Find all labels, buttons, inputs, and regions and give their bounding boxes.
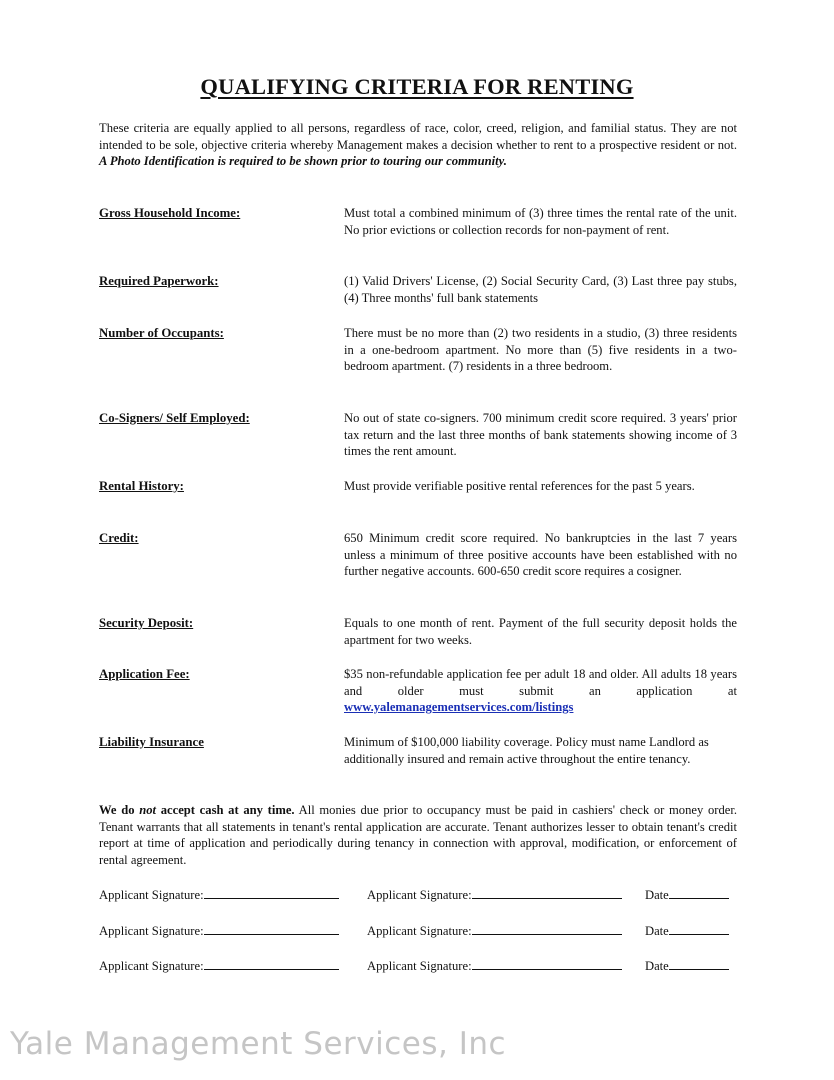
listings-link[interactable]: www.yalemanagementservices.com/listings — [344, 700, 574, 715]
intro-text: These criteria are equally applied to all persons, regardless of race, color, creed, religion, and familial status. They are not intended to be sole, objective criteria whereby Management makes a decision whether to rent to a prospective resident or not. — [99, 121, 737, 152]
notice-bold-prefix: We do — [99, 803, 140, 817]
signature-row — [99, 922, 739, 940]
intro-emphasis: A Photo Identification is required to be shown prior to touring our community. — [99, 154, 507, 169]
applicant-signature-field[interactable] — [99, 886, 339, 903]
date-field[interactable] — [645, 922, 729, 939]
date-label: Date — [645, 959, 669, 973]
applicant-signature-field[interactable] — [367, 922, 622, 939]
criteria-value: Must provide verifiable positive rental references for the past 5 years. — [344, 479, 695, 493]
applicant-signature-label: Applicant Signature: — [99, 888, 204, 902]
criteria-label: Required Paperwork: — [99, 274, 219, 288]
criteria-label: Number of Occupants: — [99, 326, 224, 340]
criteria-value: (1) Valid Drivers' License, (2) Social Security Card, (3) Last three pay stubs, (4) Three months' full bank statements — [344, 274, 737, 305]
applicant-signature-label: Applicant Signature: — [99, 924, 204, 938]
criteria-label: Co-Signers/ Self Employed: — [99, 411, 250, 425]
applicant-signature-label: Applicant Signature: — [367, 924, 472, 938]
criteria-value: There must be no more than (2) two residents in a studio, (3) three residents in a one-bedroom apartment. No more than (5) five residents in a two-bedroom apartment. (7) residents in a three bedroom. — [344, 326, 737, 374]
criteria-label: Security Deposit: — [99, 616, 194, 630]
applicant-signature-field[interactable] — [367, 886, 622, 903]
applicant-signature-label: Applicant Signature: — [99, 959, 204, 973]
criteria-value: Equals to one month of rent. Payment of the full security deposit holds the apartment for two weeks. — [344, 616, 737, 647]
criteria-value: Must total a combined minimum of (3) three times the rental rate of the unit. No prior evictions or collection records for non-payment of rent. — [344, 206, 737, 237]
date-label: Date — [645, 888, 669, 902]
notice-bold-suffix: accept cash at any time. — [156, 803, 295, 817]
criteria-label: Gross Household Income: — [99, 206, 241, 220]
signature-row — [99, 957, 739, 975]
criteria-value: 650 Minimum credit score required. No bankruptcies in the last 7 years unless a minimum of three positive accounts have been established with no further negative accounts. 600-650 credit score requires a cosigner. — [344, 531, 737, 579]
date-label: Date — [645, 924, 669, 938]
criteria-value: No out of state co-signers. 700 minimum credit score required. 3 years' prior tax return and the last three months of bank statements showing income of 3 times the rent amount. — [344, 411, 737, 459]
application-fee-text: $35 non-refundable application fee per adult 18 and older. All adults 18 years and older must submit an application at — [344, 667, 737, 698]
notice-not: not — [139, 803, 157, 817]
watermark: Yale Management Services, Inc — [10, 1026, 507, 1062]
criteria-value: Minimum of $100,000 liability coverage. Policy must name Landlord as additionally insured and remain active throughout the entire tenancy. — [344, 735, 709, 766]
applicant-signature-field[interactable] — [99, 957, 339, 974]
date-field[interactable] — [645, 957, 729, 974]
criteria-label: Liability Insurance — [99, 735, 204, 749]
date-field[interactable] — [645, 886, 729, 903]
criteria-label: Credit: — [99, 531, 139, 545]
notice-text: All monies due prior to occupancy must be paid in cashiers' check or money order. Tenant warrants that all statements in tenant's rental application are accurate. Tenant authorizes lesser to obtain tenant's credit report at time of application and periodically during tenancy in connection with approval, modification, or enforcement of rental agreement. — [99, 803, 738, 867]
applicant-signature-field[interactable] — [367, 957, 622, 974]
document-title: QUALIFYING CRITERIA FOR RENTING — [200, 74, 634, 99]
criteria-label: Application Fee: — [99, 667, 190, 681]
intro-paragraph — [99, 120, 737, 170]
applicant-signature-label: Applicant Signature: — [367, 959, 472, 973]
payment-notice — [99, 802, 737, 868]
applicant-signature-field[interactable] — [99, 922, 339, 939]
criteria-value — [344, 666, 737, 716]
applicant-signature-label: Applicant Signature: — [367, 888, 472, 902]
signature-row — [99, 886, 739, 904]
criteria-label: Rental History: — [99, 479, 184, 493]
